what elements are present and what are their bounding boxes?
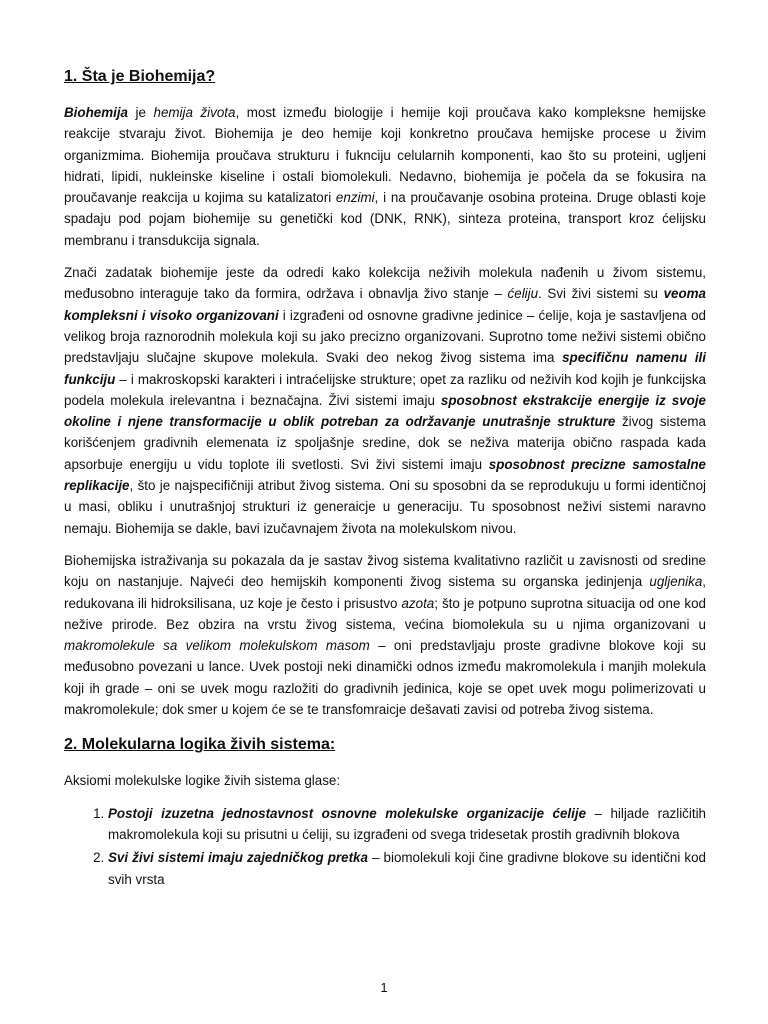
axioms-list bbox=[64, 803, 706, 890]
text-run: Postoji izuzetna jednostavnost osnovne molekulske organizacije ćelije bbox=[108, 805, 587, 821]
text-run: Znači zadatak biohemije jeste da odredi kako kolekcija neživih molekula nađenih u živom sistemu, međusobno interaguje tako da formira, održava i obnavlja živo stanje – bbox=[64, 265, 706, 302]
text-run: živog sistema korišćenjem gradivnih elemenata iz spoljašnje sredine, dok se neživa materija obično raspada kada apsorbuje energiju u vidu toplote ili svetlosti. Svi živi sistemi imaju bbox=[64, 414, 706, 472]
list-item bbox=[108, 847, 706, 890]
text-run: sposobnost ekstrakcije energije iz svoje okoline i njene transformacije u oblik potreban za održavanje unutrašnje strukture bbox=[64, 392, 706, 430]
text-run: Svi živi sistemi imaju zajedničkog pretka bbox=[108, 850, 368, 866]
paragraph-3 bbox=[64, 550, 706, 720]
text-run: , most između biologije i hemije koji proučava kako kompleksne hemijske reakcije stvaraju život. Biohemija je deo hemije koji konkretno proučava hemijske procese u živim organizmima. Biohemija proučava strukturu i fuknciju celularnih komponenti, kao što su proteini, ugljeni hidrati, lipidi, nukleinske kiseline i ostali biomolekuli. Nedavno, biohemija je počela da se fokusira na proučavanje reakcija u kojima su katalizatori bbox=[64, 105, 706, 206]
text-run: hemija života bbox=[153, 105, 236, 120]
text-run: enzimi bbox=[335, 190, 375, 206]
section-heading-2: 2. Molekularna logika živih sistema: bbox=[64, 736, 336, 754]
section-heading-1: 1. Šta je Biohemija? bbox=[64, 68, 216, 85]
text-run: je bbox=[128, 105, 154, 120]
page-content bbox=[64, 66, 706, 892]
text-run: , što je najspecifičniji atribut živog sistema. Oni su sposobni da se reprodukuju u formi identičnoj u masi, obliku i unutrašnjoj strukturi iz generaicje u generaciju. Tu sposobnost neživi sistemi naravno nemaju. Biohemija se dakle, bavi izučavnajem života na molekulskom nivou. bbox=[64, 478, 706, 536]
text-run: veoma kompleksni i visoko organizovani bbox=[64, 286, 706, 323]
text-run: sposobnost precizne samostalne replikacije bbox=[64, 456, 706, 494]
text-run: – hiljade različitih makromolekula koji su prisutni u ćeliji, su izgrađeni od svega tridesetak prostih gradivnih blokova bbox=[108, 805, 706, 842]
text-run: ugljenika bbox=[649, 574, 703, 590]
text-run: – oni predstavljaju proste gradivne blokove koji su međusobno povezani u lance. Uvek postoji neki dinamički odnos između makromolekula i manjih molekula koji ih grade – oni se uvek mogu razložiti do gradivnih jedinica, koje se opet uvek mogu polimerizovati u makromolekule; dok smer u kojem će se te transfomraicje dešavati zavisi od potreba živog sistema. bbox=[64, 638, 706, 718]
text-run: i izgrađeni od osnovne gradivne jedinice – ćelije, koja je sastavljena od velikog broja raznorodnih molekula koji su jako precizno organizovani. Suprotno tome neživi sistemi obično predstavljaju slučajne skupove molekula. Svaki deo nekog živog sistema ima bbox=[64, 307, 706, 366]
text-run: , redukovana ili hidroksilisana, uz koje je često i prisustvo bbox=[64, 574, 706, 611]
page-number: 1 bbox=[380, 980, 388, 995]
text-run: Biohemija bbox=[64, 105, 128, 120]
text-run: ; što je potpuno suprotna situacija od one kod nežive prirode. Bez obzira na vrstu živog sistema, većina biomolekula su u njima organizovani u bbox=[64, 595, 706, 632]
text-run: Biohemijska istraživanja su pokazala da je sastav živog sistema kvalitativno različit u zavisnosti od sredine koju on nastanjuje. Najveći deo hemijskih komponenti živog sistema su organska jedinjenja bbox=[64, 552, 706, 590]
text-run: ćeliju bbox=[507, 286, 539, 302]
text-run: azota bbox=[401, 595, 435, 611]
paragraph-1 bbox=[64, 102, 706, 251]
text-run: specifičnu namenu ili funkciju bbox=[64, 350, 706, 387]
axioms-intro: Aksiomi molekulske logike živih sistema glase: bbox=[64, 773, 341, 789]
text-run: – i makroskopski karakteri i intraćelijske strukture; opet za razliku od neživih kod kojih je funkcijska podela molekula irelevantna i beznačajna. Živi sistemi imaju bbox=[64, 371, 706, 408]
text-run: makromolekule sa velikom molekulskom masom bbox=[64, 638, 370, 654]
text-run: , i na proučavanje osobina proteina. Druge oblasti koje spadaju pod pojam biohemije su genetički kod (DNK, RNK), sinteza proteina, transport kroz ćelijsku membranu i transdukcija signala. bbox=[64, 190, 706, 248]
list-item bbox=[108, 803, 706, 846]
text-run: – biomolekuli koji čine gradivne blokove su identični kod svih vrsta bbox=[108, 850, 706, 887]
paragraph-2 bbox=[64, 262, 706, 539]
text-run: . Svi živi sistemi su bbox=[538, 286, 664, 302]
